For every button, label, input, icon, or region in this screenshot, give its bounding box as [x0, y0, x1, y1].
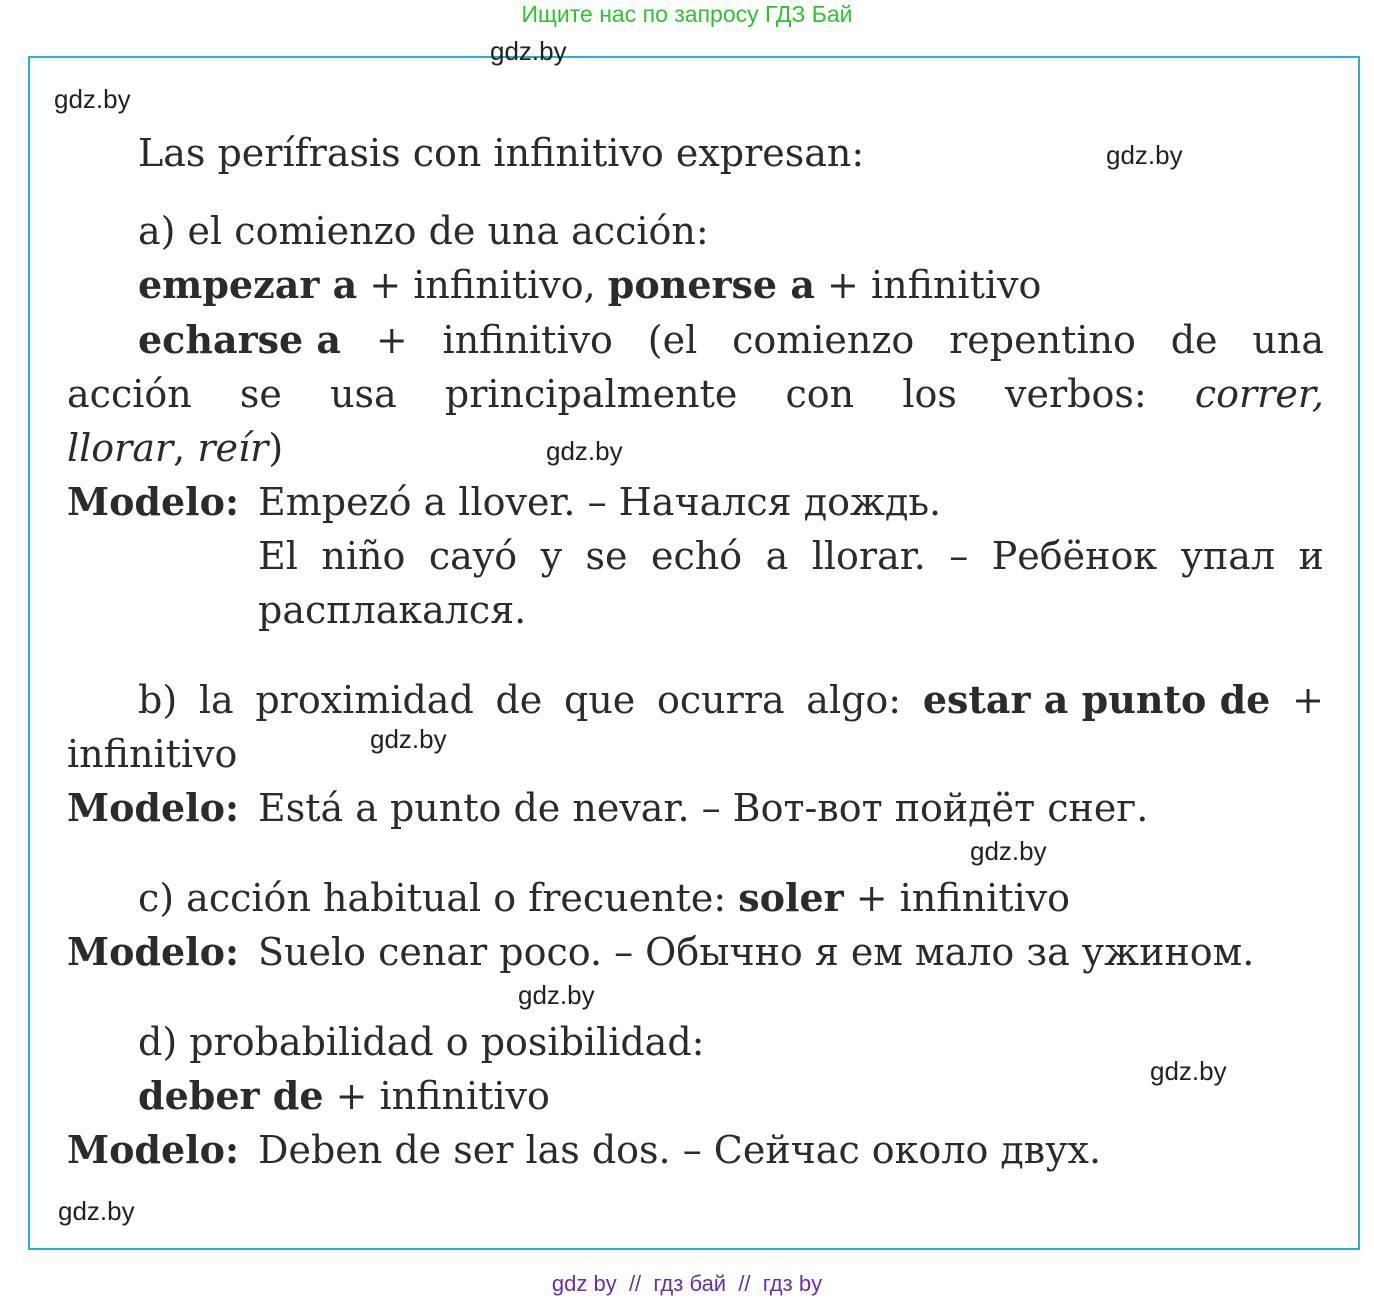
periphrasis-form: empezar a [138, 262, 358, 307]
example-sentence: El niño cayó y se echó a llorar. – Ребёнок упал и [258, 534, 1324, 578]
section-b-heading-continuation: infinitivo [67, 732, 238, 776]
word: verbos: [1005, 372, 1147, 416]
footer-links[interactable]: gdz by // гдз бай // гдз by [551, 1271, 823, 1296]
verb-example: llorar [67, 426, 174, 470]
watermark: gdz.by [1150, 1056, 1227, 1086]
watermark: gdz.by [490, 36, 567, 66]
section-b-heading: b) la proximidad de que ocurra algo: estar a punto de + [138, 677, 1324, 722]
word: se [239, 372, 282, 416]
model-label: Modelo: [67, 1127, 239, 1172]
example-sentence: Empezó a llover. – Начался дождь. [258, 480, 942, 524]
word: + [375, 318, 408, 362]
periphrasis-form: estar a punto de [922, 677, 1271, 722]
section-d-heading: d) probabilidad o posibilidad: [138, 1020, 705, 1064]
intro-text: Las perífrasis con infinitivo expresan: [138, 131, 865, 175]
form-suffix: + infinitivo, [369, 263, 596, 307]
model-label: Modelo: [67, 479, 239, 524]
watermark: gdz.by [58, 1196, 135, 1226]
watermark: gdz.by [1106, 140, 1183, 170]
verb-example: reír [197, 426, 269, 470]
closing-paren: ) [268, 426, 284, 470]
example-sentence: Suelo cenar poco. – Обычно я ем мало за ужином. [258, 930, 1255, 974]
separator: , [173, 426, 198, 470]
word: infinitivo [442, 318, 613, 362]
word: de [1170, 318, 1218, 362]
form-suffix: + infinitivo [827, 263, 1042, 307]
word: comienzo [732, 318, 915, 362]
example-sentence-continuation: расплакался. [258, 588, 527, 632]
section-a-forms-line [138, 262, 1041, 308]
word: repentino [949, 318, 1136, 362]
top-banner: Ищите нас по запросу ГДЗ Бай [521, 1, 853, 27]
section-c-heading: c) acción habitual o frecuente: soler + infinitivo [138, 875, 1071, 920]
periphrasis-form: echarse a [138, 317, 342, 362]
periphrasis-form: deber de [138, 1073, 324, 1118]
watermark: gdz.by [518, 980, 595, 1010]
periphrasis-form: ponerse a [607, 262, 815, 307]
watermark: gdz.by [370, 724, 447, 754]
word: usa [330, 372, 397, 416]
watermark: gdz.by [546, 436, 623, 466]
watermark: gdz.by [54, 84, 131, 114]
model-label: Modelo: [67, 929, 239, 974]
word: una [1252, 318, 1324, 362]
periphrasis-form: soler [738, 875, 844, 920]
section-a-continuation-line [67, 371, 1324, 417]
word: principalmente [444, 372, 738, 416]
section-d-form-line: deber de + infinitivo [138, 1073, 550, 1118]
section-a-verbs-line [67, 425, 283, 471]
word: los [902, 372, 957, 416]
section-a-heading: a) el comienzo de una acción: [138, 209, 709, 253]
section-a-echarse-line [138, 317, 1324, 363]
verb-example: correr, [1194, 372, 1324, 416]
word: acción [67, 372, 192, 416]
watermark: gdz.by [970, 836, 1047, 866]
example-sentence: Está a punto de nevar. – Вот-вот пойдёт снег. [258, 786, 1149, 830]
model-label: Modelo: [67, 785, 239, 830]
word: (el [647, 318, 698, 362]
example-sentence: Deben de ser las dos. – Сейчас около двух. [258, 1128, 1102, 1172]
word: con [785, 372, 855, 416]
